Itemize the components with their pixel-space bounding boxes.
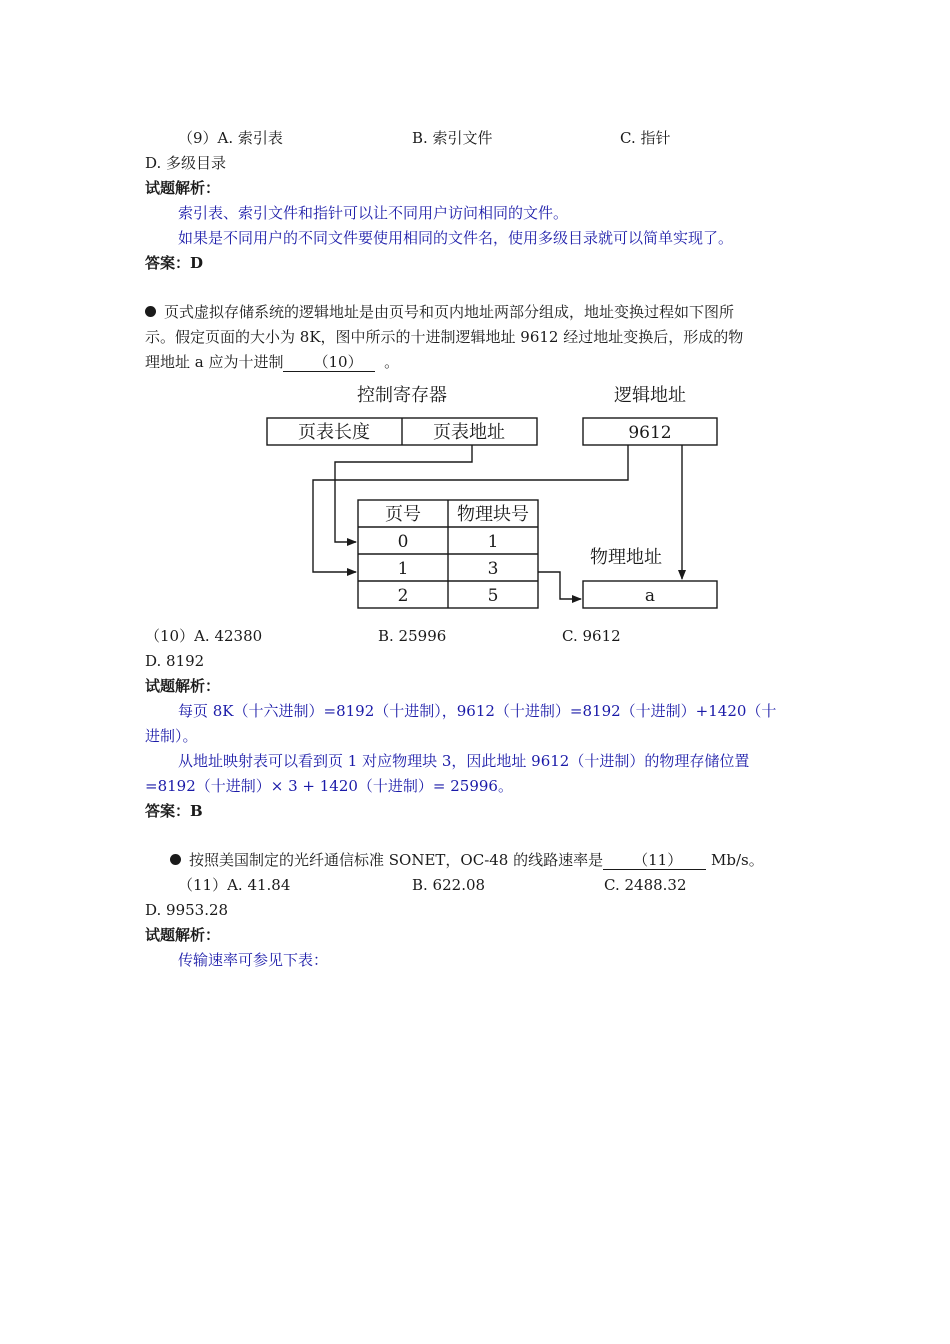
q10-analysis-line-1: 每页 8K（十六进制）=8192（十进制），9612（十进制）=8192（十进制）+1420（十	[178, 702, 777, 720]
table-cell: 2	[397, 586, 409, 606]
block-number-arrow	[538, 572, 581, 599]
q10-analysis-heading: 试题解析：	[145, 677, 221, 695]
q11-stem: 按照美国制定的光纤通信标准 SONET，OC-48 的线路速率是 （11） Mb/s。	[170, 850, 764, 870]
q9-analysis-line-2: 如果是不同用户的不同文件要使用相同的文件名，使用多级目录就可以简单实现了。	[178, 229, 734, 247]
q10-stem-line-1: 页式虚拟存储系统的逻辑地址是由页号和页内地址两部分组成，地址变换过程如下图所	[145, 302, 734, 322]
q9-analysis-line-1: 索引表、索引文件和指针可以让不同用户访问相同的文件。	[178, 204, 569, 222]
table-cell: 1	[397, 559, 409, 579]
q10-option-a: （10）A. 42380	[145, 627, 263, 645]
q11-analysis-line-1: 传输速率可参见下表：	[178, 951, 329, 969]
q11-answer-blank: （11）	[603, 851, 706, 870]
q9-analysis-heading: 试题解析：	[145, 179, 221, 197]
control-register-label: 控制寄存器	[357, 385, 447, 406]
q10-option-b: B. 25996	[378, 627, 447, 645]
table-cell: 0	[397, 532, 409, 552]
q11-option-d: D. 9953.28	[145, 901, 229, 919]
table-cell: 5	[487, 586, 499, 606]
physical-address-value: a	[644, 586, 656, 606]
page-table-length-label: 页表长度	[298, 422, 370, 443]
q10-analysis-line-2: 进制）。	[145, 727, 198, 745]
q10-answer-blank: （10）	[283, 353, 374, 372]
address-translation-diagram	[0, 0, 950, 620]
q11-analysis-heading: 试题解析：	[145, 926, 221, 944]
q11-option-c: C. 2488.32	[604, 876, 687, 894]
table-header-block-number: 物理块号	[457, 504, 529, 525]
physical-address-label: 物理地址	[590, 547, 662, 568]
q10-stem-line-2: 示。假定页面的大小为 8K，图中所示的十进制逻辑地址 9612 经过地址变换后，形成的物	[145, 328, 744, 346]
q9-option-c: C. 指针	[620, 129, 671, 147]
q10-answer: 答案：B	[145, 802, 203, 820]
q9-option-b: B. 索引文件	[412, 129, 493, 147]
table-header-page-number: 页号	[385, 504, 421, 525]
q11-option-b: B. 622.08	[412, 876, 486, 894]
table-cell: 1	[487, 532, 499, 552]
q10-analysis-line-3: 从地址映射表可以看到页 1 对应物理块 3，因此地址 9612（十进制）的物理存储位置	[178, 752, 750, 770]
q10-stem-line-3: 理地址 a 应为十进制 （10） 。	[145, 353, 400, 371]
table-cell: 3	[487, 559, 499, 579]
q11-option-a: （11）A. 41.84	[178, 876, 291, 894]
bullet-icon	[170, 854, 181, 865]
q10-analysis-line-4: =8192（十进制）× 3 + 1420（十进制）= 25996。	[145, 777, 513, 795]
q9-option-a: （9）A. 索引表	[178, 129, 283, 147]
logical-address-value: 9612	[628, 423, 672, 443]
q9-answer: 答案：D	[145, 254, 204, 272]
logical-address-label: 逻辑地址	[614, 385, 686, 406]
q9-option-d: D. 多级目录	[145, 154, 227, 172]
page-table-address-label: 页表地址	[433, 422, 505, 443]
q10-option-c: C. 9612	[562, 627, 621, 645]
q10-option-d: D. 8192	[145, 652, 205, 670]
